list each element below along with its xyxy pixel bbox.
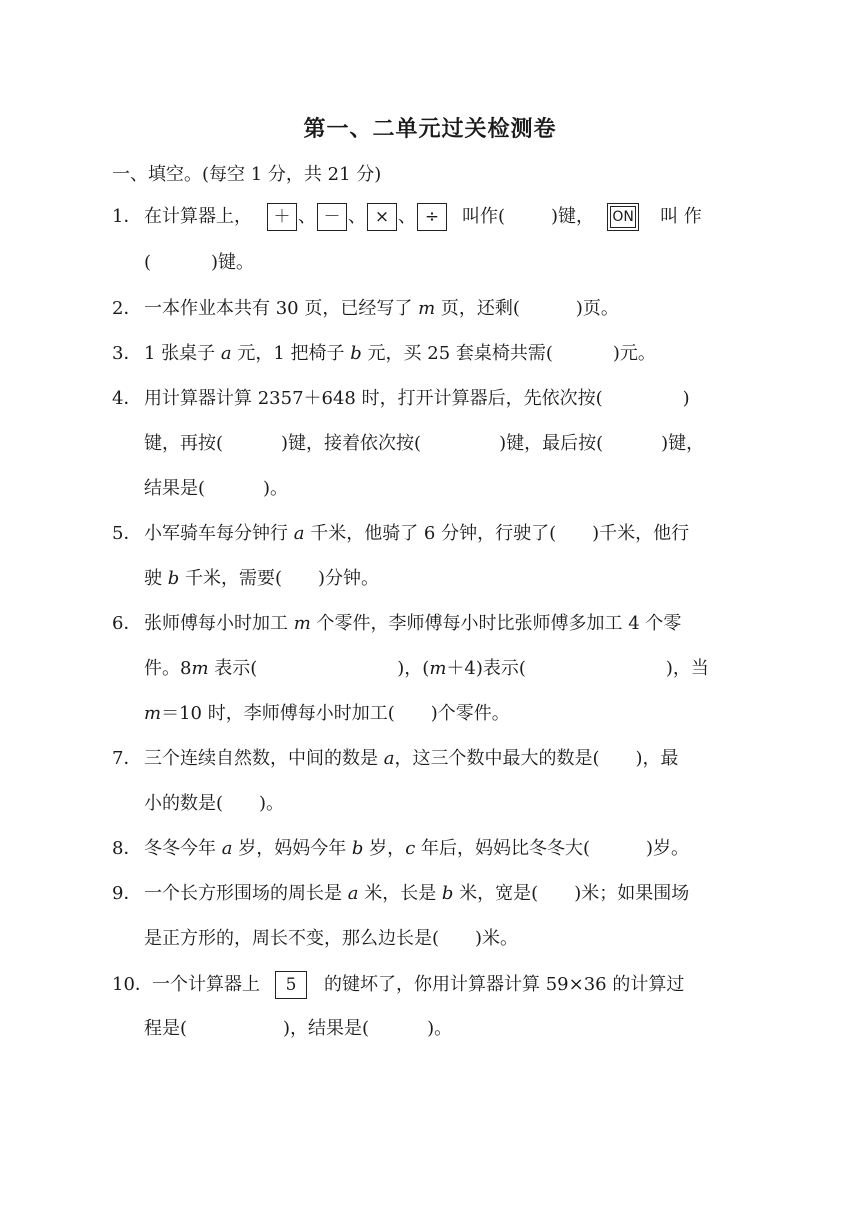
question-number: 1． xyxy=(112,206,142,227)
multiply-key-icon: × xyxy=(367,203,397,231)
question-number: 2． xyxy=(112,298,142,319)
question-2: 2． 一本作业本共有 30 页，已经写了 m 页，还剩( )页。 xyxy=(112,296,619,322)
question-6-line-2: 件。8m 表示( )，(m＋4)表示( )，当 xyxy=(144,658,709,679)
question-5-line-1: 5． 小军骑车每分钟行 a 千米，他骑了 6 分钟，行驶了( )千米，他行 xyxy=(112,521,689,547)
question-9-line-1: 9． 一个长方形围场的周长是 a 米，长是 b 米，宽是( )米；如果围场 xyxy=(112,881,689,907)
question-9-line-2: 是正方形的，周长不变，那么边长是( )米。 xyxy=(144,928,519,949)
question-10-line-1: 10．一个计算器上 5 的键坏了，你用计算器计算 59×36 的计算过 xyxy=(112,971,684,999)
question-7-line-2: 小的数是( )。 xyxy=(144,793,285,814)
question-number: 7． xyxy=(112,748,142,769)
question-4-line-2: 键，再按( )键，接着依次按( )键，最后按( )键， xyxy=(144,433,705,454)
divide-key-icon: ÷ xyxy=(417,203,447,231)
question-number: 10． xyxy=(112,974,153,995)
question-6-line-3: m＝10 时，李师傅每小时加工( )个零件。 xyxy=(144,703,510,724)
question-number: 4． xyxy=(112,388,142,409)
question-7-line-1: 7． 三个连续自然数，中间的数是 a，这三个数中最大的数是( )，最 xyxy=(112,746,679,772)
question-number: 3． xyxy=(112,343,142,364)
question-3: 3． 1 张桌子 a 元，1 把椅子 b 元，买 25 套桌椅共需( )元。 xyxy=(112,341,656,367)
question-number: 6． xyxy=(112,613,142,634)
question-1-line-1: 1． 在计算器上， ＋ 、 － 、 × 、 ÷ 叫作( )键， ON 叫 作 xyxy=(112,203,702,231)
question-4-line-1: 4． 用计算器计算 2357＋648 时，打开计算器后，先依次按( ) xyxy=(112,386,690,412)
question-6-line-1: 6． 张师傅每小时加工 m 个零件，李师傅每小时比张师傅多加工 4 个零 xyxy=(112,611,681,637)
plus-key-icon: ＋ xyxy=(267,203,297,231)
minus-key-icon: － xyxy=(317,203,347,231)
page-title: 第一、二单元过关检测卷 xyxy=(303,117,557,142)
question-10-line-2: 程是( )，结果是( )。 xyxy=(144,1018,453,1039)
on-key-icon: ON xyxy=(607,203,639,231)
question-number: 8． xyxy=(112,838,142,859)
question-8: 8． 冬冬今年 a 岁，妈妈今年 b 岁，c 年后，妈妈比冬冬大( )岁。 xyxy=(112,836,689,862)
question-number: 5． xyxy=(112,523,142,544)
section-heading: 一、填空。(每空 1 分，共 21 分) xyxy=(112,164,382,185)
question-number: 9． xyxy=(112,883,142,904)
five-key-icon: 5 xyxy=(275,971,307,999)
question-4-line-3: 结果是( )。 xyxy=(144,478,289,499)
question-1-line-2: ( )键。 xyxy=(144,252,255,273)
question-5-line-2: 驶 b 千米，需要( )分钟。 xyxy=(144,568,380,589)
